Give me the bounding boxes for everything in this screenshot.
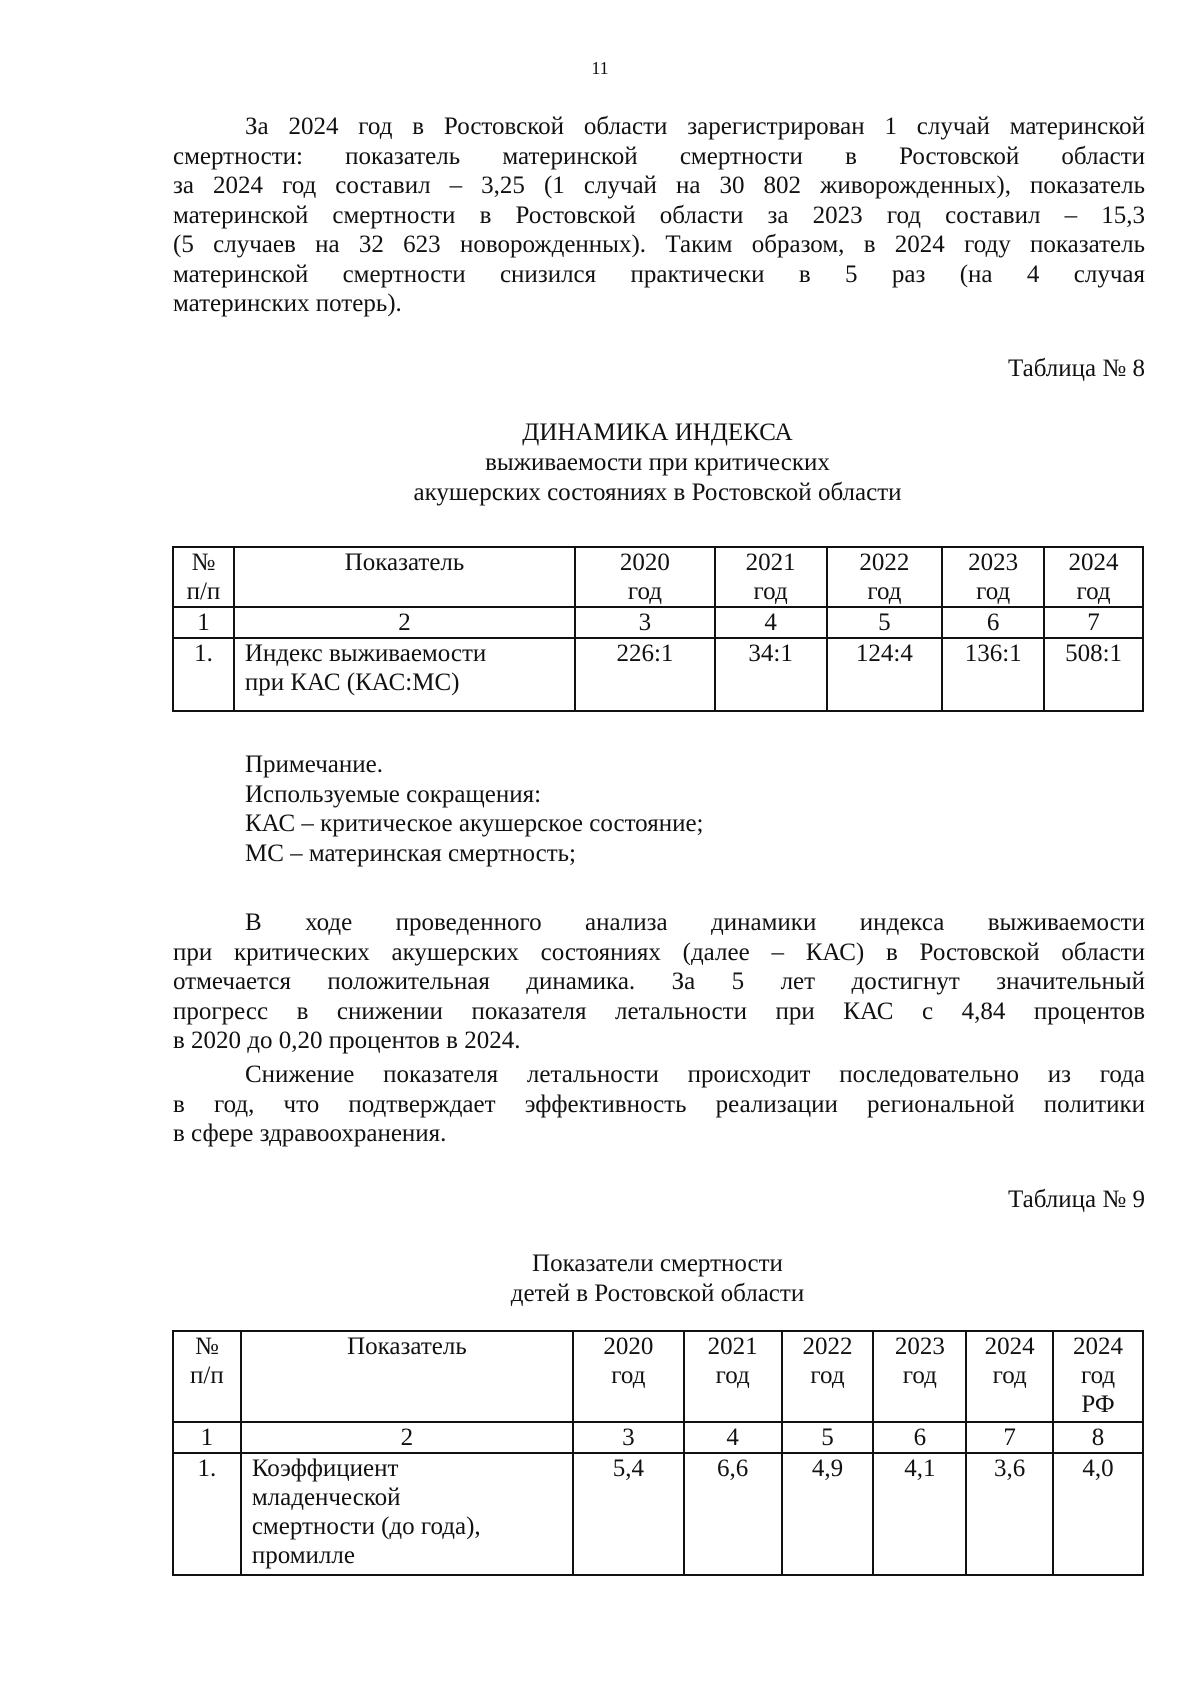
table-numbering-row <box>173 607 1143 638</box>
title-line: детей в Ростовской области <box>510 1280 805 1307</box>
text-line: прогресс в снижении показателя летальности при КАС с 4,84 процентов <box>173 997 1145 1025</box>
numbering-cell: 3 <box>573 1422 684 1453</box>
note-line: МС – материнская смертность; <box>245 839 576 867</box>
table-cell: 124:4 <box>827 638 943 711</box>
header-cell: Показатель <box>234 547 575 607</box>
table-cell: Индекс выживаемости при КАС (КАС:МС) <box>234 638 575 711</box>
text-line: За 2024 год в Ростовской области зарегистрирован 1 случай материнской <box>245 113 1145 140</box>
table-cell: 226:1 <box>575 638 715 711</box>
title-line: акушерских состояниях в Ростовской области <box>413 479 902 506</box>
header-cell: 2021 год <box>715 547 827 607</box>
note-line: Используемые сокращения: <box>245 780 542 808</box>
table-cell: 4,0 <box>1053 1453 1143 1575</box>
table-header-row <box>173 547 1143 607</box>
header-cell: 2020 год <box>575 547 715 607</box>
table-9-title <box>0 1249 1200 1309</box>
text-line: за 2024 год составил – 3,25 (1 случай на 30 802 живорожденных), показатель <box>173 172 1145 199</box>
text-line: (5 случаев на 32 623 новорожденных). Таким образом, в 2024 году показатель <box>173 231 1145 258</box>
numbering-cell: 8 <box>1053 1422 1143 1453</box>
title-line: Показатели смертности <box>532 1250 783 1277</box>
header-cell: 2024 год <box>1044 547 1143 607</box>
table-cell: 136:1 <box>942 638 1044 711</box>
table-cell: 6,6 <box>684 1453 782 1575</box>
table-8 <box>172 546 1144 712</box>
numbering-cell: 1 <box>173 1422 241 1453</box>
table-header-row <box>173 1331 1143 1422</box>
table-8-title <box>0 418 1200 508</box>
title-line: выживаемости при критических <box>485 449 830 476</box>
text-line: материнских потерь). <box>173 290 402 317</box>
table-cell: 5,4 <box>573 1453 684 1575</box>
note-line: Примечание. <box>245 751 384 778</box>
title-line: ДИНАМИКА ИНДЕКСА <box>522 419 793 446</box>
numbering-cell: 1 <box>173 607 234 638</box>
header-cell: 2023 год <box>942 547 1044 607</box>
text-line: В ходе проведенного анализа динамики индекса выживаемости <box>245 909 1145 936</box>
text-line: в сфере здравоохранения. <box>173 1120 447 1147</box>
table-numbering-row <box>173 1422 1143 1453</box>
table-cell: 3,6 <box>966 1453 1053 1575</box>
numbering-cell: 6 <box>942 607 1044 638</box>
numbering-cell: 6 <box>873 1422 966 1453</box>
numbering-cell: 4 <box>715 607 827 638</box>
header-cell: 2022 год <box>782 1331 874 1422</box>
text-line: материнской смертности снизился практически в 5 раз (на 4 случая <box>173 260 1145 288</box>
table-row <box>173 1453 1143 1575</box>
numbering-cell: 7 <box>1044 607 1143 638</box>
note-block <box>245 750 704 868</box>
note-line: КАС – критическое акушерское состояние; <box>245 810 704 837</box>
text-line: материнской смертности в Ростовской области за 2023 год составил – 15,3 <box>173 201 1145 229</box>
text-line: отмечается положительная динамика. За 5 лет достигнут значительный <box>173 968 1145 995</box>
table-8-label: Таблица № 8 <box>1007 355 1145 382</box>
header-cell: 2020 год <box>573 1331 684 1422</box>
numbering-cell: 4 <box>684 1422 782 1453</box>
text-line: смертности: показатель материнской смертности в Ростовской области <box>173 142 1145 170</box>
numbering-cell: 5 <box>782 1422 874 1453</box>
numbering-cell: 5 <box>827 607 943 638</box>
paragraph-maternal-mortality <box>173 112 1145 319</box>
numbering-cell: 7 <box>966 1422 1053 1453</box>
numbering-cell: 2 <box>234 607 575 638</box>
header-cell: 2023 год <box>873 1331 966 1422</box>
header-cell: 2022 год <box>827 547 943 607</box>
paragraph-survival-analysis <box>173 908 1145 1056</box>
text-line: в 2020 до 0,20 процентов в 2024. <box>173 1027 521 1054</box>
table-cell: 4,9 <box>782 1453 874 1575</box>
header-cell: 2021 год <box>684 1331 782 1422</box>
header-cell: 2024 год <box>966 1331 1053 1422</box>
header-cell: Показатель <box>241 1331 573 1422</box>
table-cell: 34:1 <box>715 638 827 711</box>
page-number: 11 <box>591 58 609 78</box>
numbering-cell: 3 <box>575 607 715 638</box>
text-line: в год, что подтверждает эффективность реализации региональной политики <box>173 1090 1145 1118</box>
text-line: при критических акушерских состояниях (далее – КАС) в Ростовской области <box>173 938 1145 966</box>
table-cell: 4,1 <box>873 1453 966 1575</box>
table-cell: 1. <box>173 1453 241 1575</box>
header-cell: № п/п <box>173 547 234 607</box>
table-9 <box>172 1330 1144 1576</box>
header-cell: № п/п <box>173 1331 241 1422</box>
table-cell: 1. <box>173 638 234 711</box>
header-cell: 2024 год РФ <box>1053 1331 1143 1422</box>
text-line: Снижение показателя летальности происходит последовательно из года <box>245 1061 1145 1088</box>
paragraph-mortality-decline <box>173 1060 1145 1149</box>
table-9-label: Таблица № 9 <box>1007 1186 1145 1213</box>
numbering-cell: 2 <box>241 1422 573 1453</box>
table-cell: Коэффициент младенческой смертности (до года), промилле <box>241 1453 573 1575</box>
table-cell: 508:1 <box>1044 638 1143 711</box>
table-row <box>173 638 1143 711</box>
